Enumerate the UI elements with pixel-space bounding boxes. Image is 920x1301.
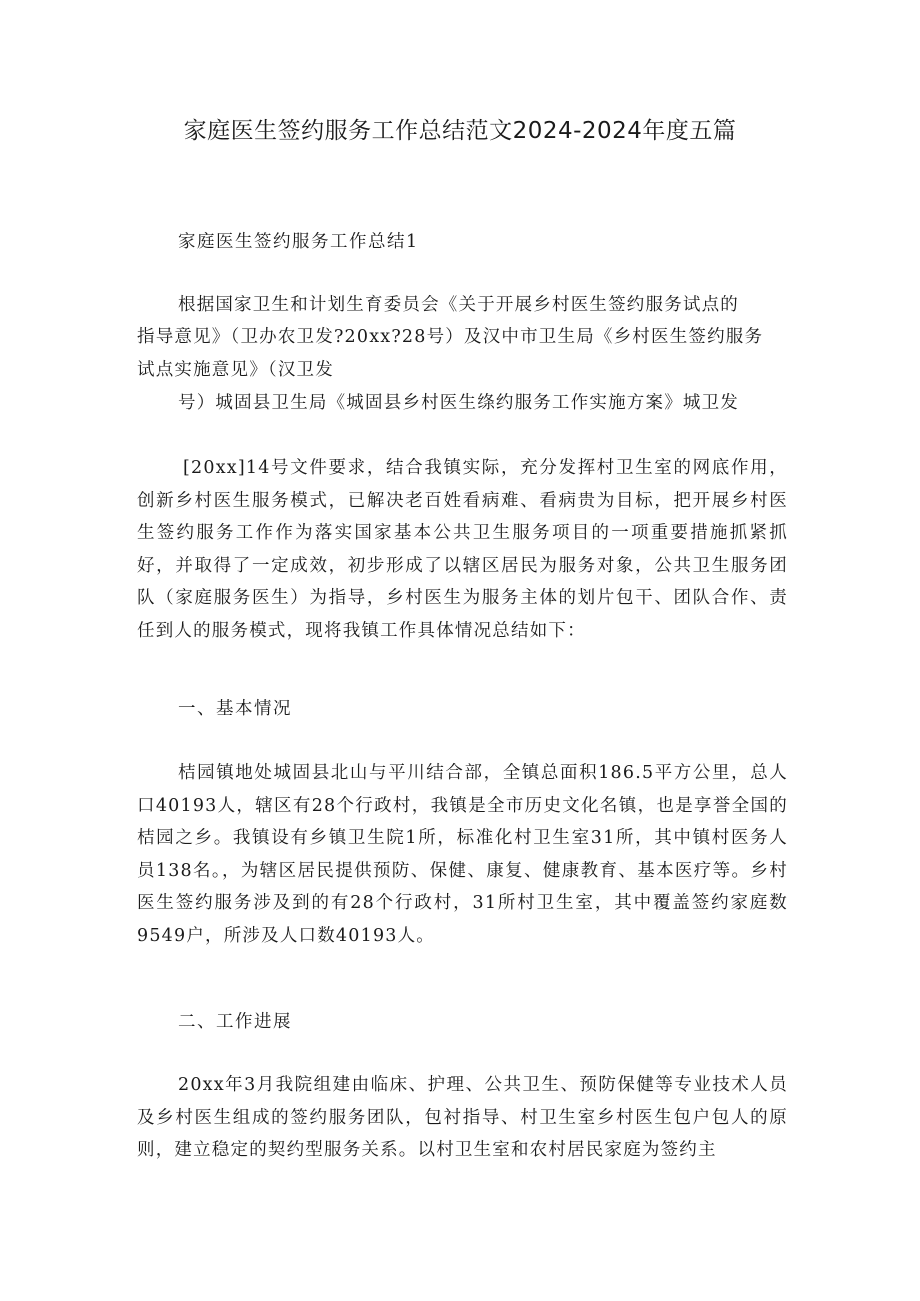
document-title: 家庭医生签约服务工作总结范文2024-2024年度五篇 — [183, 118, 737, 144]
intro-line-1: 根据国家卫生和计划生育委员会《关于开展乡村医生签约服务试点的 — [178, 295, 739, 315]
paragraph-requirements: [20xx]14号文件要求，结合我镇实际，充分发挥村卫生室的网底作用，创新乡村医生服务模式，已解决老百姓看病难、看病贵为目标，把开展乡村医生签约服务工作作为落实国家基本公共卫生服务项目的一项重要措施抓紧抓好，并取得了一定成效，初步形成了以辖区居民为服务对象，公共卫生服务团队（家庭服务医生）为指导，乡村医生为服务主体的划片包干、团队合作、责任到人的服务模式，现将我镇工作具体情况总结如下： — [137, 458, 788, 641]
paragraph-basic-situation: 桔园镇地处城固县北山与平川结合部，全镇总面积186.5平方公里，总人口40193人，辖区有28个行政村，我镇是全市历史文化名镇，也是享誉全国的桔园之乡。我镇设有乡镇卫生院1所，标准化村卫生室31所，其中镇村医务人员138名。，为辖区居民提供预防、保健、康复、健康教育、基本医疗等。乡村医生签约服务涉及到的有28个行政村，31所村卫生室，其中覆盖签约家庭数9549户，所涉及人口数40193人。 — [137, 763, 788, 946]
section-title: 家庭医生签约服务工作总结1 — [178, 232, 419, 252]
heading-work-progress: 二、工作进展 — [178, 1012, 292, 1032]
intro-line-3: 试点实施意见》（汉卫发 — [137, 360, 334, 380]
paragraph-work-progress: 20xx年3月我院组建由临床、护理、公共卫生、预防保健等专业技术人员及乡村医生组成的签约服务团队，包衬指导、村卫生室乡村医生包户包人的原则，建立稳定的契约型服务关系。以村卫生室和农村居民家庭为签约主 — [137, 1075, 788, 1160]
intro-line-4: 号）城固县卫生局《城固县乡村医生绦约服务工作实施方案》城卫发 — [178, 393, 739, 413]
intro-line-2: 指导意见》（卫办农卫发?20xx?28号）及汉中市卫生局《乡村医生签约服务 — [137, 327, 764, 347]
heading-basic-situation: 一、基本情况 — [178, 699, 292, 719]
